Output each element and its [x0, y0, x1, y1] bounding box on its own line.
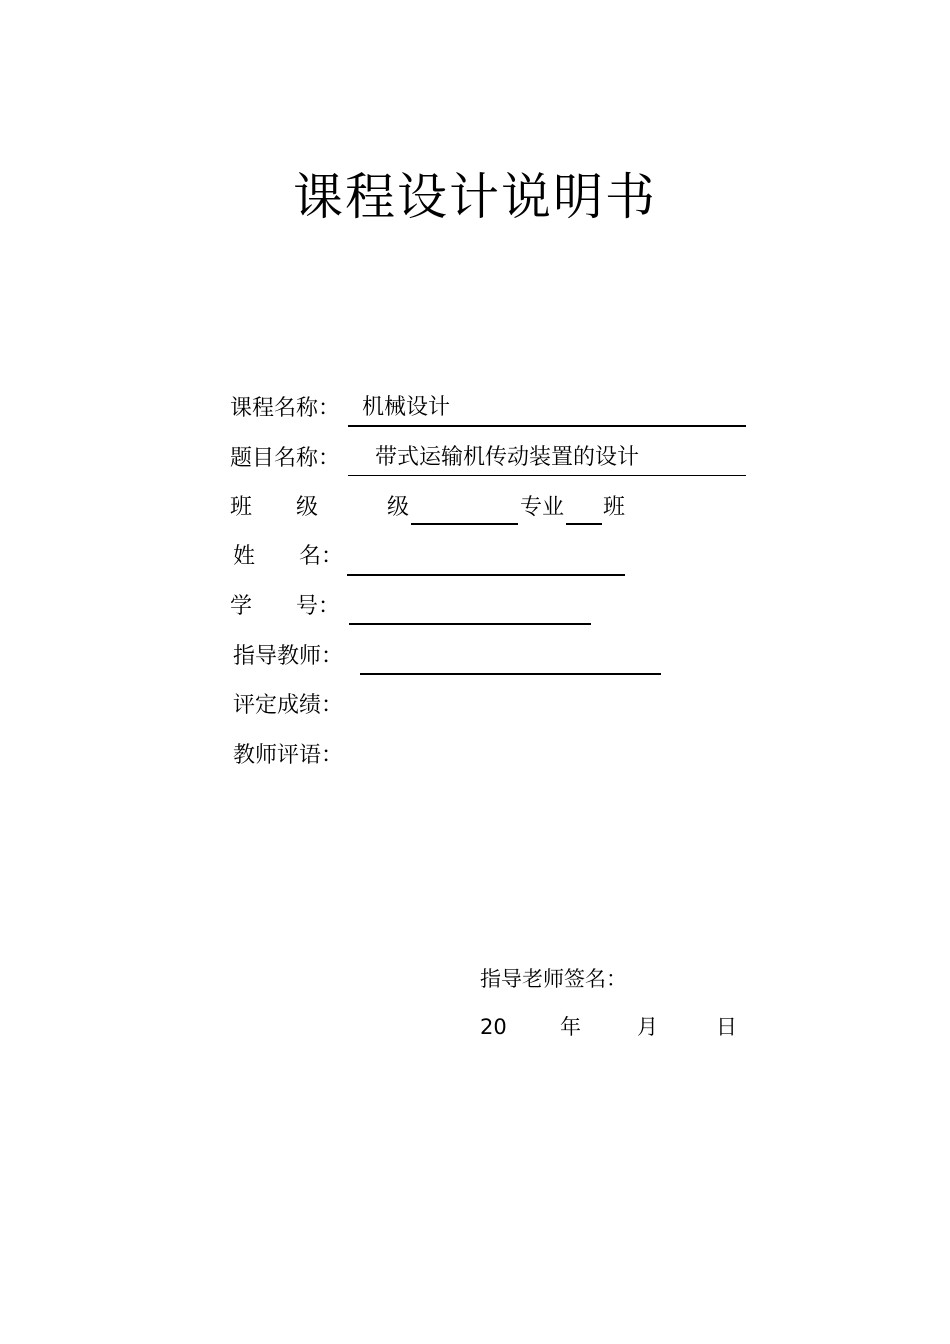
signature-month-label: 月 — [637, 1015, 658, 1039]
class-major-blank — [411, 523, 518, 525]
signature-year-prefix: 20 — [480, 1015, 507, 1039]
class-grade-suffix: 级 — [387, 495, 410, 520]
topic-name-value: 带式运输机传动装置的设计 — [375, 445, 640, 470]
class-major: 专业 — [520, 495, 565, 520]
signature-year-label: 年 — [560, 1015, 581, 1039]
topic-name-label: 题目名称： — [230, 446, 341, 471]
topic-name-underline — [348, 475, 746, 476]
student-name-label: 姓 名： — [233, 544, 344, 569]
grade-evaluation-label: 评定成绩： — [233, 693, 344, 718]
teacher-comments-label: 教师评语： — [233, 743, 344, 768]
student-id-label: 学 号： — [230, 594, 341, 619]
signature-day-label: 日 — [716, 1015, 737, 1039]
course-name-underline — [348, 425, 746, 427]
class-label: 班 级 — [230, 495, 319, 520]
student-id-blank — [349, 623, 591, 625]
course-name-value: 机械设计 — [362, 395, 451, 420]
advisor-signature-label: 指导老师签名： — [480, 967, 627, 991]
advisor-label: 指导教师： — [233, 644, 344, 669]
class-suffix: 班 — [603, 495, 626, 520]
course-name-label: 课程名称： — [230, 396, 341, 421]
advisor-blank — [360, 673, 661, 675]
document-title: 课程设计说明书 — [293, 168, 657, 226]
student-name-blank — [347, 574, 625, 576]
class-number-blank — [566, 523, 602, 525]
